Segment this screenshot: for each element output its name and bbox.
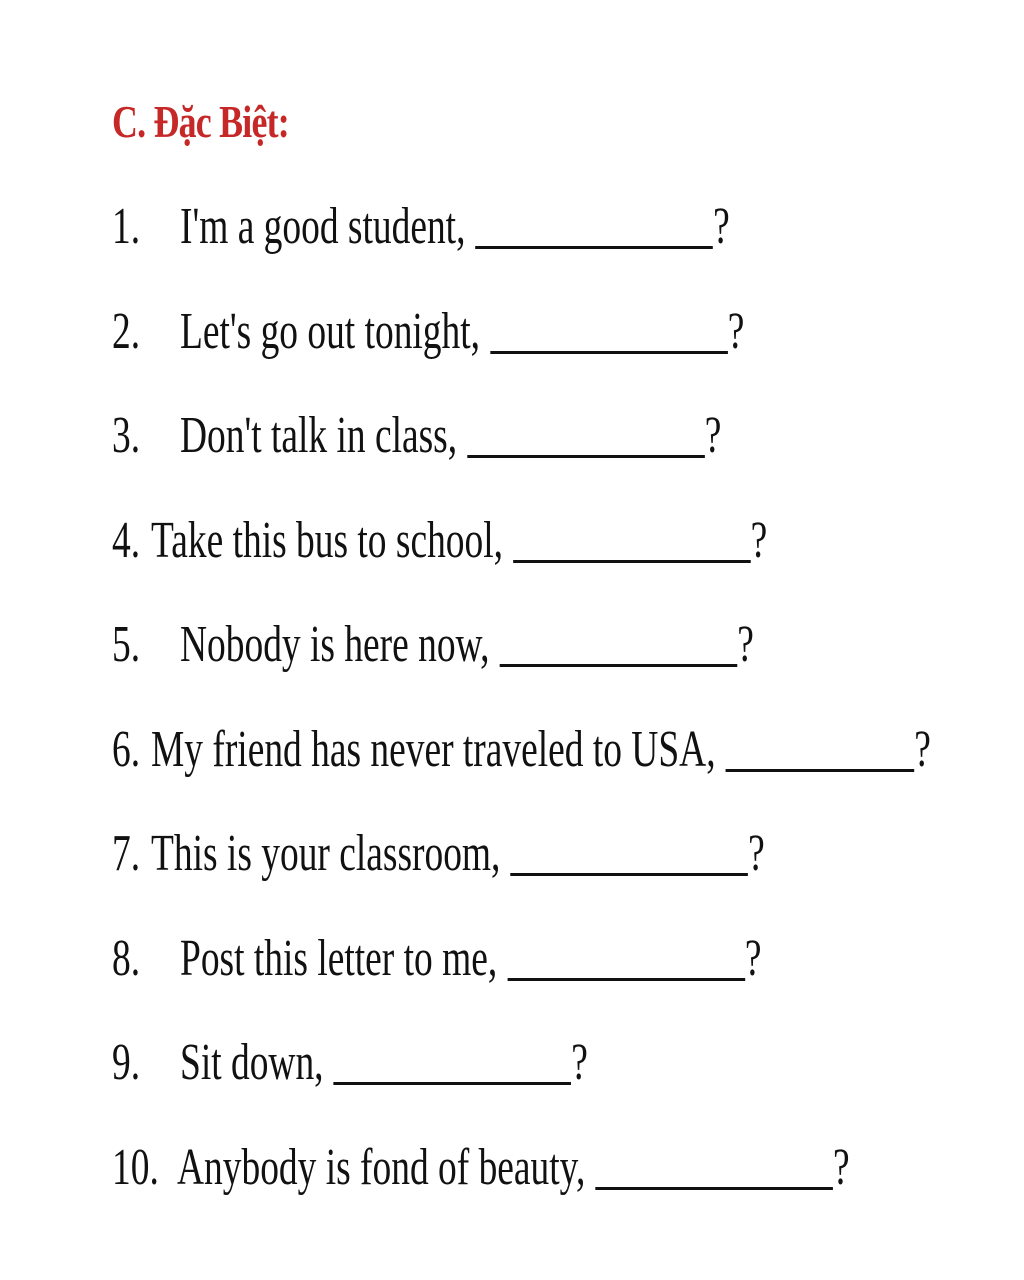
answer-blank[interactable]	[507, 974, 745, 981]
question-sentence	[180, 1028, 588, 1098]
question-number: 9.	[112, 1034, 141, 1091]
question-mark: ?	[727, 302, 745, 360]
answer-blank[interactable]	[490, 347, 728, 354]
question-mark: ?	[737, 616, 754, 673]
question-number: 4.	[112, 511, 141, 569]
answer-blank[interactable]	[595, 1183, 833, 1190]
question-mark: ?	[914, 720, 931, 778]
question-text: This is your classroom,	[151, 825, 501, 882]
question-number: 1.	[112, 198, 141, 255]
question-number: 7.	[112, 825, 141, 882]
question-text: Let's go out tonight,	[180, 302, 481, 360]
answer-blank[interactable]	[510, 869, 748, 876]
question-sentence	[151, 715, 931, 785]
answer-blank[interactable]	[726, 765, 915, 772]
question-sentence	[151, 506, 767, 576]
question-text: Post this letter to me,	[180, 929, 498, 987]
question-sentence	[151, 819, 765, 889]
question-sentence	[180, 924, 761, 994]
question-text: Anybody is fond of beauty,	[177, 1138, 586, 1196]
question-list	[112, 192, 992, 1237]
question-number: 3.	[112, 407, 141, 464]
question-item-3	[112, 401, 992, 506]
question-sentence	[180, 401, 721, 471]
question-mark: ?	[713, 198, 730, 255]
question-sentence	[180, 610, 754, 680]
question-mark: ?	[748, 825, 765, 882]
question-number: 2.	[112, 302, 141, 360]
question-mark: ?	[571, 1034, 588, 1091]
question-number: 8.	[112, 929, 141, 987]
question-item-5	[112, 610, 992, 715]
question-mark: ?	[832, 1138, 850, 1196]
section-heading: C. Đặc Biệt:	[112, 96, 289, 147]
answer-blank[interactable]	[334, 1078, 572, 1085]
question-item-1	[112, 192, 992, 297]
answer-blank[interactable]	[513, 556, 751, 563]
question-item-4	[112, 506, 992, 611]
question-text: Take this bus to school,	[151, 511, 503, 569]
question-sentence	[180, 192, 730, 262]
answer-blank[interactable]	[500, 660, 738, 667]
question-mark: ?	[704, 407, 722, 464]
question-mark: ?	[750, 511, 768, 569]
question-number: 6.	[112, 720, 141, 778]
answer-blank[interactable]	[467, 451, 705, 458]
question-number: 5.	[112, 616, 141, 673]
question-text: I'm a good student,	[180, 198, 466, 255]
question-item-7	[112, 819, 992, 924]
question-item-2	[112, 297, 992, 402]
question-text: My friend has never traveled to USA,	[151, 720, 716, 778]
question-text: Nobody is here now,	[180, 616, 490, 673]
question-number: 10.	[112, 1138, 159, 1196]
question-text: Don't talk in class,	[180, 407, 458, 464]
question-item-10	[112, 1133, 992, 1238]
question-mark: ?	[744, 929, 762, 987]
question-item-8	[112, 924, 992, 1029]
question-sentence	[180, 297, 744, 367]
answer-blank[interactable]	[476, 242, 714, 249]
question-sentence	[177, 1133, 850, 1203]
question-text: Sit down,	[180, 1034, 324, 1091]
question-item-6	[112, 715, 992, 820]
question-item-9	[112, 1028, 992, 1133]
